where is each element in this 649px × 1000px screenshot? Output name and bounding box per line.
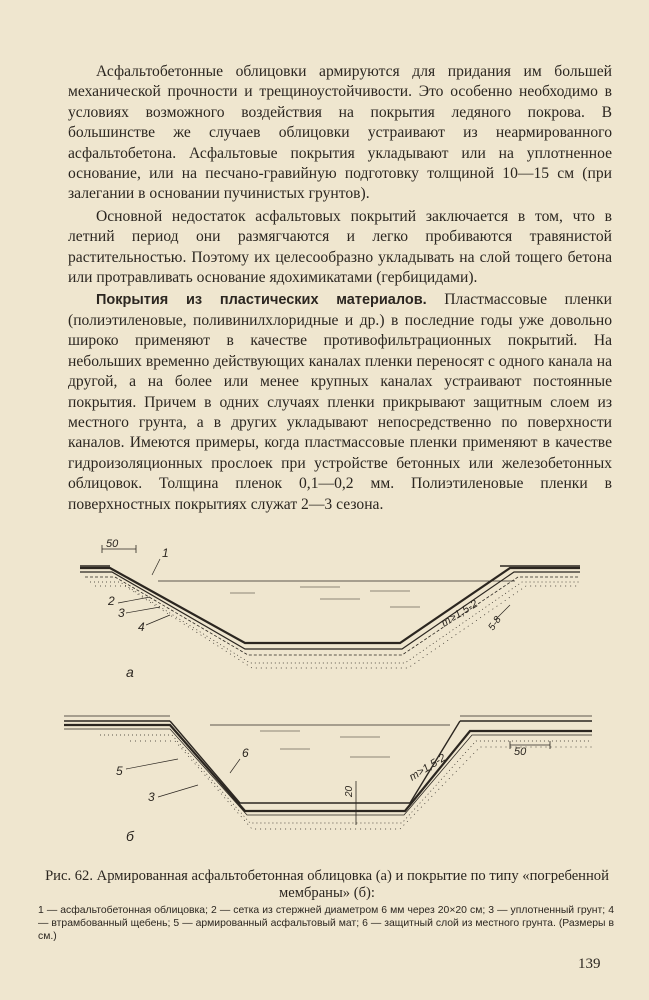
- label-4: 4: [138, 620, 145, 634]
- depth-b: 20: [344, 785, 355, 797]
- paragraph-3: [68, 290, 612, 514]
- figure-62: [40, 535, 620, 870]
- label-2: 2: [108, 594, 115, 608]
- label-5: 5: [116, 764, 123, 778]
- page-number: 139: [578, 956, 601, 972]
- slope-a: m>1,5-2: [439, 597, 481, 630]
- sublabel-a: а: [126, 664, 134, 680]
- section-lead: Покрытия из пластических материалов.: [96, 292, 427, 309]
- paragraph-2: Основной недостаток асфальтовых покрытий заключается в том, что в летний период они размягчаются и легко пробиваются травянистой растительностью. Поэтому их целесообразно укладывать на слой тощего бетона или протравливать основание ядохимикатами (гербицидами).: [68, 207, 612, 287]
- body-text: [68, 62, 612, 517]
- label-3-a: 3: [118, 606, 125, 620]
- figure-caption: Рис. 62. Армированная асфальтобетонная облицовка (а) и покрытие по типу «погребенной мембраны» (б):: [45, 868, 609, 901]
- label-6: 6: [242, 746, 249, 760]
- sublabel-b: б: [126, 828, 134, 844]
- drawing-b: [64, 716, 592, 829]
- thickness-a: 5-8: [486, 614, 504, 633]
- slope-b: m>1,5-2: [407, 751, 449, 784]
- label-1: 1: [162, 546, 169, 560]
- label-3-b: 3: [148, 790, 155, 804]
- dim-50-b: 50: [514, 746, 527, 758]
- drawing-a: [80, 545, 580, 668]
- paragraph-3-text: Пластмассовые пленки (полиэтиленовые, поливинилхлоридные и др.) в последние годы уже довольно широко применяют в качестве противофильтрационных покрытий. На небольших временно действующих каналах пленки переносят с одного канала на другой, а на более или менее крупных каналах устраивают постоянные покрытия. Причем в одних случаях пленки прикрывают защитным слоем из местного грунта, а в других укладывают непосредственно по поверхности каналов. Имеются примеры, когда пластмассовые пленки применяют в качестве гидроизоляционных прослоек при устройстве бетонных или железобетонных облицовок. Толщина пленок 0,1—0,2 мм. Полиэтиленовые пленки в поверхностных покрытиях служат 2—3 сезона.: [68, 291, 612, 513]
- paragraph-1: Асфальтобетонные облицовки армируются для придания им большей механической прочности и трещиноустойчивости. Это особенно необходимо в условиях возможного воздействия на покрытия ледяного покрова. В большинстве же случаев облицовки устраивают из неармированного асфальтобетона. Асфальтовые покрытия укладывают или на уплотненное основание, или на песчано-гравийную подготовку толщиной 10—15 см (при залегании в основании пучинистых грунтов).: [68, 63, 612, 203]
- figure-legend: 1 — асфальтобетонная облицовка; 2 — сетка из стержней диаметром 6 мм через 20×20 см; 3 — уплотненный грунт; 4 — втрамбованный щебень; 5 — армированный асфальтовый мат; 6 — защитный слой из местного грунта. (Размеры в см.): [38, 905, 614, 942]
- dim-50-a: 50: [106, 538, 119, 550]
